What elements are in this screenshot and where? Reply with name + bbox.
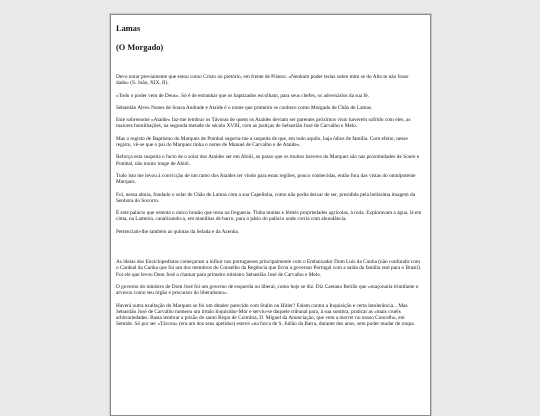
- paragraph: Haverá outra exaltação do Marquez se foi um ditador parecido com Stalin ou Hitler? Falam contra a Inquisição e certa intolerância... Mas Sebastião José de Carvalho nomeou um irmão Inquisidor-Mór e serviu-se daquele tribunal para, à sua sombra, praticar as «mais cruéis arbitrariedades. Basta lembrar a prisão do santo Bispo de Coimbra, D. Miguel da Anunciação, que vem a morrer no nosso Concelho, em Semide. Só por ser «Távora» (era um dos seus apelidos) esteve «na forca de S. Julião da Barra, durante dez anos, sem poder mudar de roupa.: [116, 302, 415, 328]
- paragraph: Devo notar previamente que estou como Cristo no pretório, em frente de Pilatos: «Nenhum poder terias sobre mim se do Alto te não fosse dado» (S. João, XIX, II).: [116, 74, 409, 87]
- paragraph: Mas o registo de Baptismo do Marquez de Pombal sugeriu-me a suspeita de que, em tudo aquilo, haja ódios de família. Com efeito, nesse registo, vê-se que o pai do Marquez tinha o nome de Manuel de Carvalho e de Ataíde».: [116, 135, 408, 149]
- spacer: [116, 241, 422, 259]
- document-page: [116, 24, 422, 334]
- document-frame: [110, 14, 431, 416]
- spacer: [116, 53, 422, 74]
- paragraph: É este palácio que ostenta o único brasão que resta na freguesia. Tinha muitas e férteis propriedades agrícolas, à roda. Exploravam a água. lá em cima, na Lameira, canalizando-a, em manilhas de barro, para o pátio do palácio onde corria com abundância.: [116, 210, 422, 223]
- paragraph: «Todo o poder vem de Deus». Só é de estranhar que os baptizados escolham, para seus chefes, os adversários da sua fé.: [116, 92, 370, 99]
- paragraph: Sebastião Alves Nunes de Sousa Andrade e Ataíde é o nome que primeiro se conhece como Morgado de Chão de Lamas.: [116, 104, 373, 111]
- paragraph: Tudo isto me levou à convicção de um ramo dos Ataídes ter vindo para estas regiões, pouco conhecidas, então fora das vistas do omnipotente Marquez.: [116, 172, 416, 186]
- page-subtitle: (O Morgado): [116, 43, 164, 52]
- paragraph: O governo do ministro de Dom José foi um governo de esquerda ou liberal, como hoje se diz. Diz Caetano Beirão que «maçonaria triunfante o arvorou como seu órgão e precursor do liberalismo».: [116, 283, 419, 297]
- page-title: Lamas: [116, 24, 141, 33]
- paragraph: As ideias dos Enciclopedistas começaram a influir nos portugueses principalmente com o Embaixador Dom Luís da Cunha (não confundir com o Cardeal da Cunha que foi um dos membros do Conselho da Regência que ficou a governar Portugal com a saída da família real para o Brasil). Foi ele que levou Dom José a chamar para primeiro ministro Sebastião José de Carvalho e Melo.: [116, 259, 422, 278]
- paragraph: Reforça esta suspeita o facto de o solar dos Ataídes ser em Abiúl, ao passo que os muitos haveres do Marquez são nas proximidades de Soure e Pombal, não muito longe de Abiúl.: [116, 154, 420, 167]
- paragraph: Foi, nessa altura, fundado o solar de Chão de Lamas com a sua Capelinha, como não podia deixar de ser, presidida pela belíssima imagem da Senhora do Socorro.: [116, 191, 415, 204]
- paragraph: Este sobrenome «Ataíde» faz-me lembrar os Távoras de quem os Ataídes deviam ser parentes próximos visto haverem sofrido com eles, as maiores humilhações, na segunda metade do século XVIII, com as justiças de Sebastião José de Carvalho e Melo.: [116, 117, 411, 130]
- paragraph: Pertenciam-lhe também as quintas da Selada e da Azenha.: [116, 228, 240, 235]
